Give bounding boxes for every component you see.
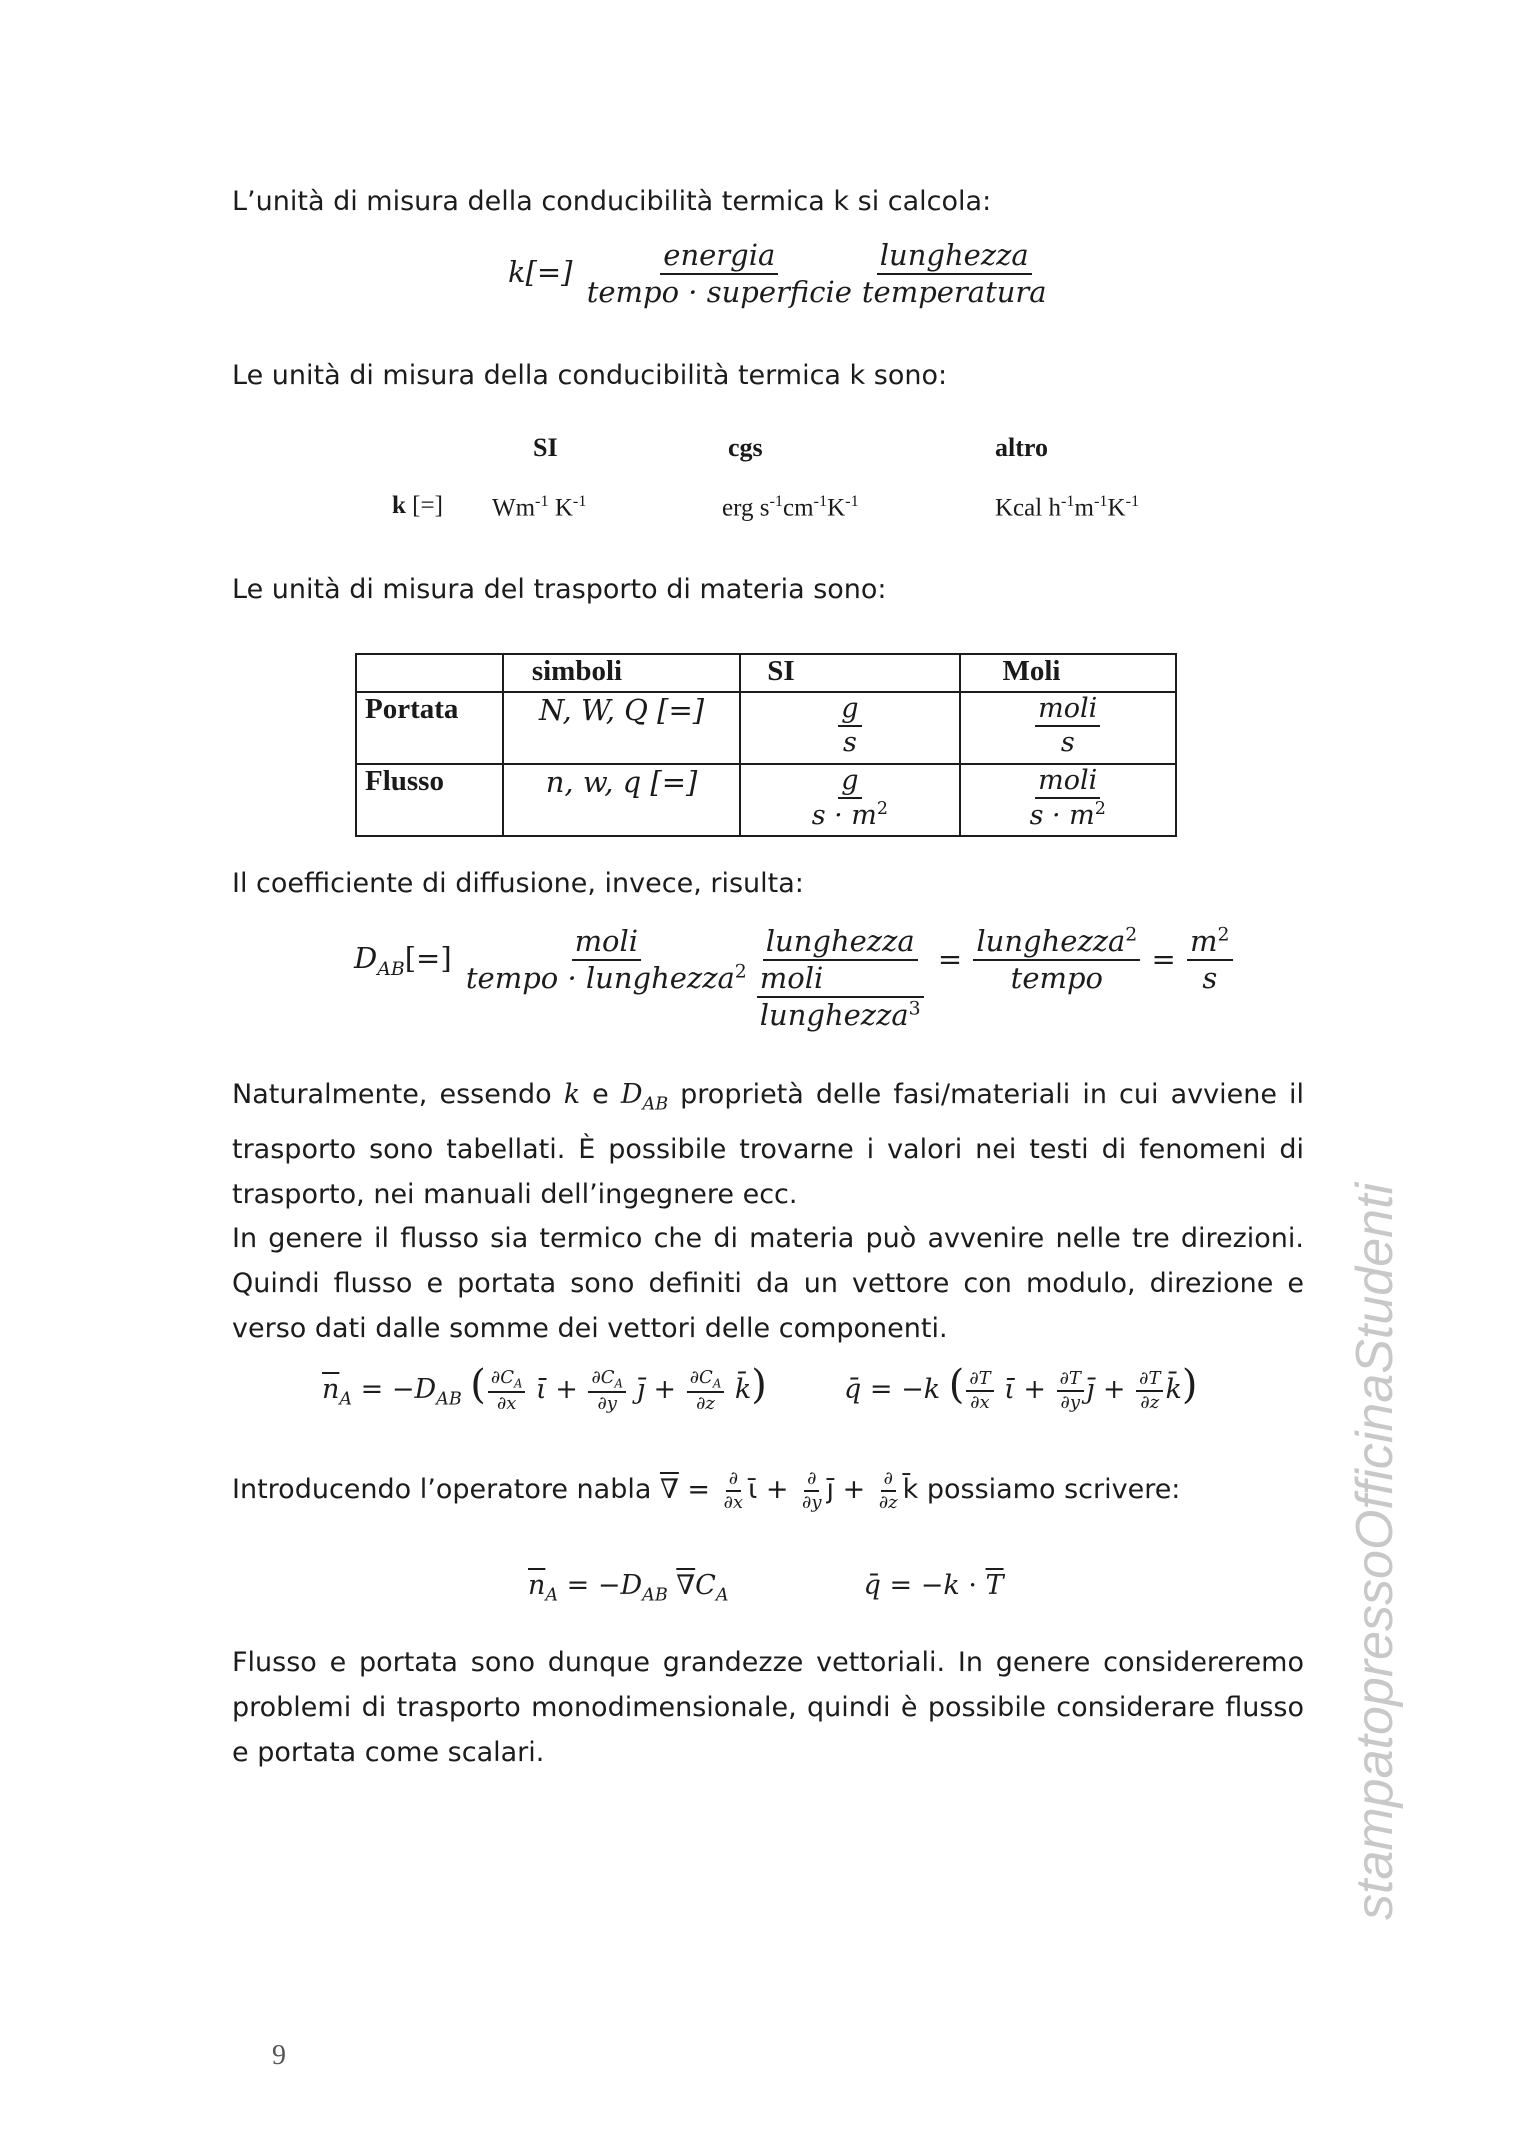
eq-k-num2: lunghezza (877, 238, 1032, 275)
watermark: stampatopressoOfficinaStudenti (1346, 1182, 1404, 1920)
eq-k-num1: energia (660, 238, 778, 275)
units-altro-text: Kcal h (995, 494, 1061, 522)
units-cgs-value: erg $s^{-1}cm^{-1}K^{-1}$ (722, 492, 859, 522)
page-number: 9 (272, 2040, 286, 2071)
units-header-si: SI (533, 433, 558, 462)
para7-part-b: possiamo scrivere: (918, 1474, 1181, 1506)
para5-d: D (620, 1079, 643, 1110)
paragraph-intro-k: L’unità di misura della conducibilità termica k si calcola: (232, 186, 992, 217)
table-header-row (356, 654, 1176, 692)
units-altro-value: Kcal $h^{-1}m^{-1}K^{-1}$ (995, 492, 1140, 522)
table-cell-symbols-flusso (503, 764, 740, 836)
table-row (356, 692, 1176, 764)
para7-part-a: Introducendo l’operatore nabla (232, 1474, 660, 1506)
moli-fraction-flusso (1027, 765, 1109, 833)
moli-den-portata: s (1060, 727, 1075, 759)
moli-fraction-portata (1035, 693, 1100, 760)
moli-den-flusso-wrap: $s \cdot m^2$ (1029, 799, 1106, 832)
eq-d-equals: [=] (404, 940, 452, 975)
eq-d-fraction-1 (463, 924, 750, 996)
eq-d-symbol: D (354, 940, 378, 975)
table-cell-moli-portata (960, 692, 1177, 764)
equation-diffusion-units: $D_{AB}[=]$ $\frac{\text{moli}}{tempo \cdot lunghezza^2}$ $\frac{\text{lunghezza}}{\frac{\text{moli}}{lunghezza^3}}$ = $\frac{lunghezza^2}{\text{tempo}}$ = $\frac{m^2}{s}$ (354, 924, 1235, 1032)
eq-k-den2: temperatura (861, 274, 1047, 309)
table-header-moli: Moli (960, 654, 1177, 692)
moli-num-flusso: moli (1035, 765, 1100, 799)
eq-d-fraction-4 (1187, 924, 1233, 996)
paragraph-in-genere: In genere il flusso sia termico che di materia può avvenire nelle tre direzioni. Quindi flusso e portata sono definiti da un vettore con modulo, direzione e verso dati dalle somme dei vettori delle componenti. (232, 1223, 1304, 1344)
eq-k-fraction-2 (859, 238, 1050, 310)
eq-d-f3-num-wrap: lunghezza$^2$ (973, 924, 1140, 961)
eq-d-f2-den-den-wrap: lunghezza$^3$ (759, 997, 921, 1032)
moli-den-flusso: s · m (1029, 800, 1095, 832)
eq-d-subscript: AB (377, 958, 405, 980)
para5-part-a: Naturalmente, essendo (232, 1079, 564, 1110)
eq-k-fraction-1 (584, 238, 855, 310)
eq-d-f3-den: tempo (1010, 960, 1104, 995)
paragraph-units-materia: Le unità di misura del trasporto di materia sono: (232, 574, 887, 605)
units-table (355, 653, 1177, 837)
units-header-altro: altro (995, 433, 1048, 462)
eq-d-f2-den-num: moli (757, 961, 924, 998)
para5-part-c: proprietà delle fasi/materiali in cui avviene il trasporto sono tabellati. È possibile trovarne i valori nei testi di fenomeni di trasporto, nei manuali dell’ingegnere ecc. (232, 1079, 1305, 1211)
table-cell-moli-flusso (960, 764, 1177, 836)
eq-d-f2-inner-fraction (754, 961, 927, 1033)
eq-d-f2-num: lunghezza (763, 924, 918, 961)
table-cell-si-portata (740, 692, 959, 764)
table-header-empty (356, 654, 503, 692)
eq-d-f1-num: moli (572, 924, 642, 961)
eq-d-f1-den: tempo · lunghezza (465, 960, 735, 995)
eq-d-f4-num: m (1190, 924, 1218, 958)
equation-vector-fluxes: $\overline{n}_A = -D_{AB}$ ( $\frac{\partial C_A}{\partial x}$ ῑ + $\frac{\partial C_A}{\partial y}$ ȷ̄ + $\frac{\partial C_A}{\partial z}$ k̄) q̄ = −k ( $\frac{\partial T}{\partial x}$ ῑ + $\frac{\partial T}{\partial y}$ ȷ̄ + $\frac{\partial T}{\partial z}$ k̄) (322, 1362, 1198, 1414)
units-row-label (392, 492, 443, 520)
table-row-label-portata: Portata (356, 692, 503, 764)
eq-d-lhs (354, 940, 452, 980)
table-header-simboli: simboli (503, 654, 740, 692)
eq-k-lhs: k[=] (508, 254, 573, 289)
equation-k-units (508, 238, 1052, 310)
eq-d-fraction-3 (973, 924, 1140, 996)
paragraph-diffusion: Il coefficiente di diffusione, invece, risulta: (232, 868, 804, 899)
si-num-flusso: g (838, 765, 861, 799)
si-fraction-flusso (809, 765, 891, 833)
paragraph-naturalmente (232, 1072, 1304, 1217)
para5-k: k (563, 1079, 581, 1110)
para5-d-sub: AB (642, 1094, 669, 1115)
eq-d-f2-den-den: lunghezza (759, 997, 909, 1032)
paragraph-conclusione: Flusso e portata sono dunque grandezze vettoriali. In genere considereremo problemi di trasporto monodimensionale, quindi è possibile considerare flusso e portata come scalari. (232, 1647, 1304, 1768)
si-fraction-portata (838, 693, 861, 760)
units-si-text: Wm (492, 494, 536, 522)
units-k-symbol: k (392, 492, 406, 519)
eq-d-f1-den-wrap: tempo · lunghezza$^2$ (465, 960, 747, 995)
eq-k-den1: tempo · superficie (586, 274, 852, 309)
table-row-label-flusso: Flusso (356, 764, 503, 836)
equation-nabla-form: $\overline{n}_A = -D_{AB}$ $\nabla C_A$ q̄ = $-k \cdot \overline{T}$ (528, 1570, 1004, 1606)
eq-d-f3-num: lunghezza (976, 924, 1126, 958)
symbols-flusso: n, w, q [=] (545, 765, 698, 799)
paragraph-nabla: Introducendo l’operatore nabla ∇ = $\frac{\partial}{\partial x}$ ῑ + $\frac{\partial}{\partial y}$ ȷ̄ + $\frac{\partial}{\partial z}$ k̄ possiamo scrivere: (232, 1468, 1181, 1513)
table-header-si: SI (740, 654, 959, 692)
eq-d-f4-den: s (1202, 960, 1218, 995)
table-row (356, 764, 1176, 836)
para5-part-b: e (580, 1079, 621, 1110)
units-k-eq: [=] (412, 492, 443, 519)
table-cell-si-flusso (740, 764, 959, 836)
units-si-value: $Wm^{-1}$ $K^{-1}$ (492, 492, 587, 522)
units-header-cgs: cgs (728, 433, 763, 462)
units-cgs-text: erg s (722, 494, 770, 522)
symbols-portata: N, W, Q [=] (539, 693, 705, 727)
paragraph-units-k: Le unità di misura della conducibilità termica k sono: (232, 360, 948, 391)
eq-d-fraction-2 (754, 924, 927, 1032)
si-den-portata: s (842, 727, 857, 759)
si-den-flusso: s · m (811, 800, 877, 832)
si-den-flusso-wrap: $s \cdot m^2$ (811, 799, 889, 832)
eq-d-f4-num-wrap: $m^2$ (1187, 924, 1233, 961)
table-cell-symbols-portata (503, 692, 740, 764)
si-num-portata: g (838, 693, 861, 727)
moli-num-portata: moli (1035, 693, 1100, 727)
